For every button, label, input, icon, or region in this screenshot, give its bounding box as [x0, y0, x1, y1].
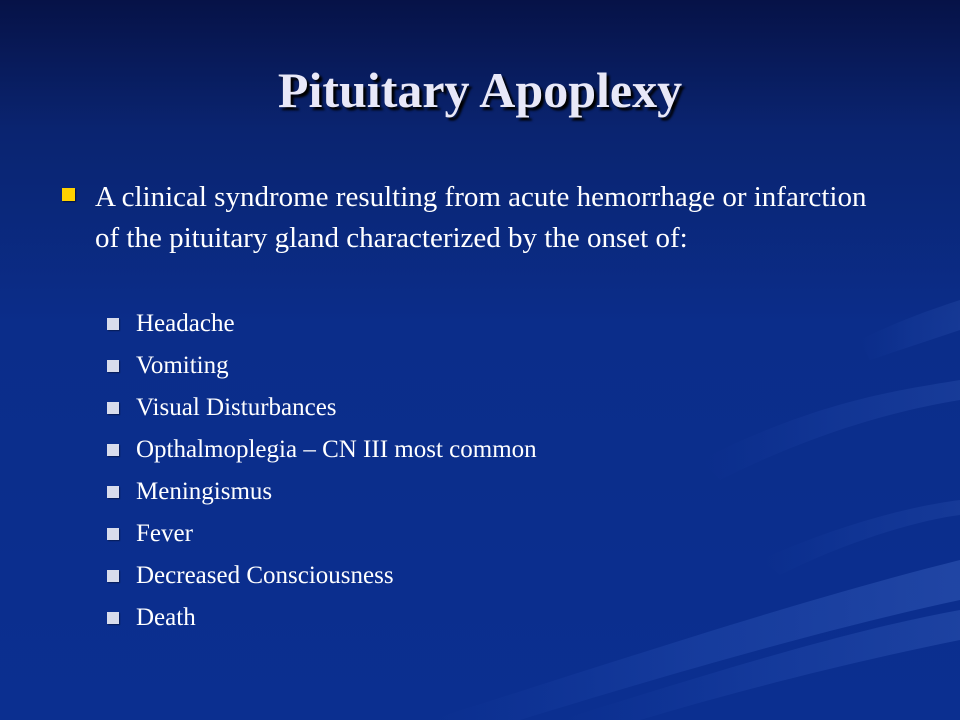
- square-bullet-icon: [107, 570, 119, 582]
- list-item: [107, 387, 537, 429]
- square-bullet-icon: [107, 444, 119, 456]
- list-item-text: Meningismus: [136, 478, 273, 505]
- square-bullet-icon: [107, 318, 119, 330]
- list-item-text: Vomiting: [136, 352, 229, 379]
- slide-title: Pituitary Apoplexy: [277, 62, 683, 118]
- list-item: [107, 555, 537, 597]
- square-bullet-icon: [107, 612, 119, 624]
- square-bullet-icon: [107, 528, 119, 540]
- list-item-text: Headache: [136, 310, 235, 337]
- list-item-text: Fever: [136, 520, 193, 547]
- list-item: [107, 345, 537, 387]
- list-item-text: Opthalmoplegia – CN III most common: [136, 436, 537, 463]
- list-item-text: Decreased Consciousness: [136, 562, 394, 589]
- square-bullet-icon: [62, 188, 75, 201]
- main-bullet: [62, 177, 902, 259]
- list-item: [107, 303, 537, 345]
- list-item: [107, 597, 537, 639]
- list-item: [107, 513, 537, 555]
- list-item: [107, 429, 537, 471]
- list-item: [107, 471, 537, 513]
- list-item-text: Death: [136, 604, 196, 631]
- main-bullet-text: A clinical syndrome resulting from acute hemorrhage or infarction of the pituitary gland characterized by the onset of:: [95, 181, 867, 254]
- square-bullet-icon: [107, 360, 119, 372]
- square-bullet-icon: [107, 486, 119, 498]
- list-item-text: Visual Disturbances: [136, 394, 337, 421]
- square-bullet-icon: [107, 402, 119, 414]
- symptom-list: [107, 303, 537, 639]
